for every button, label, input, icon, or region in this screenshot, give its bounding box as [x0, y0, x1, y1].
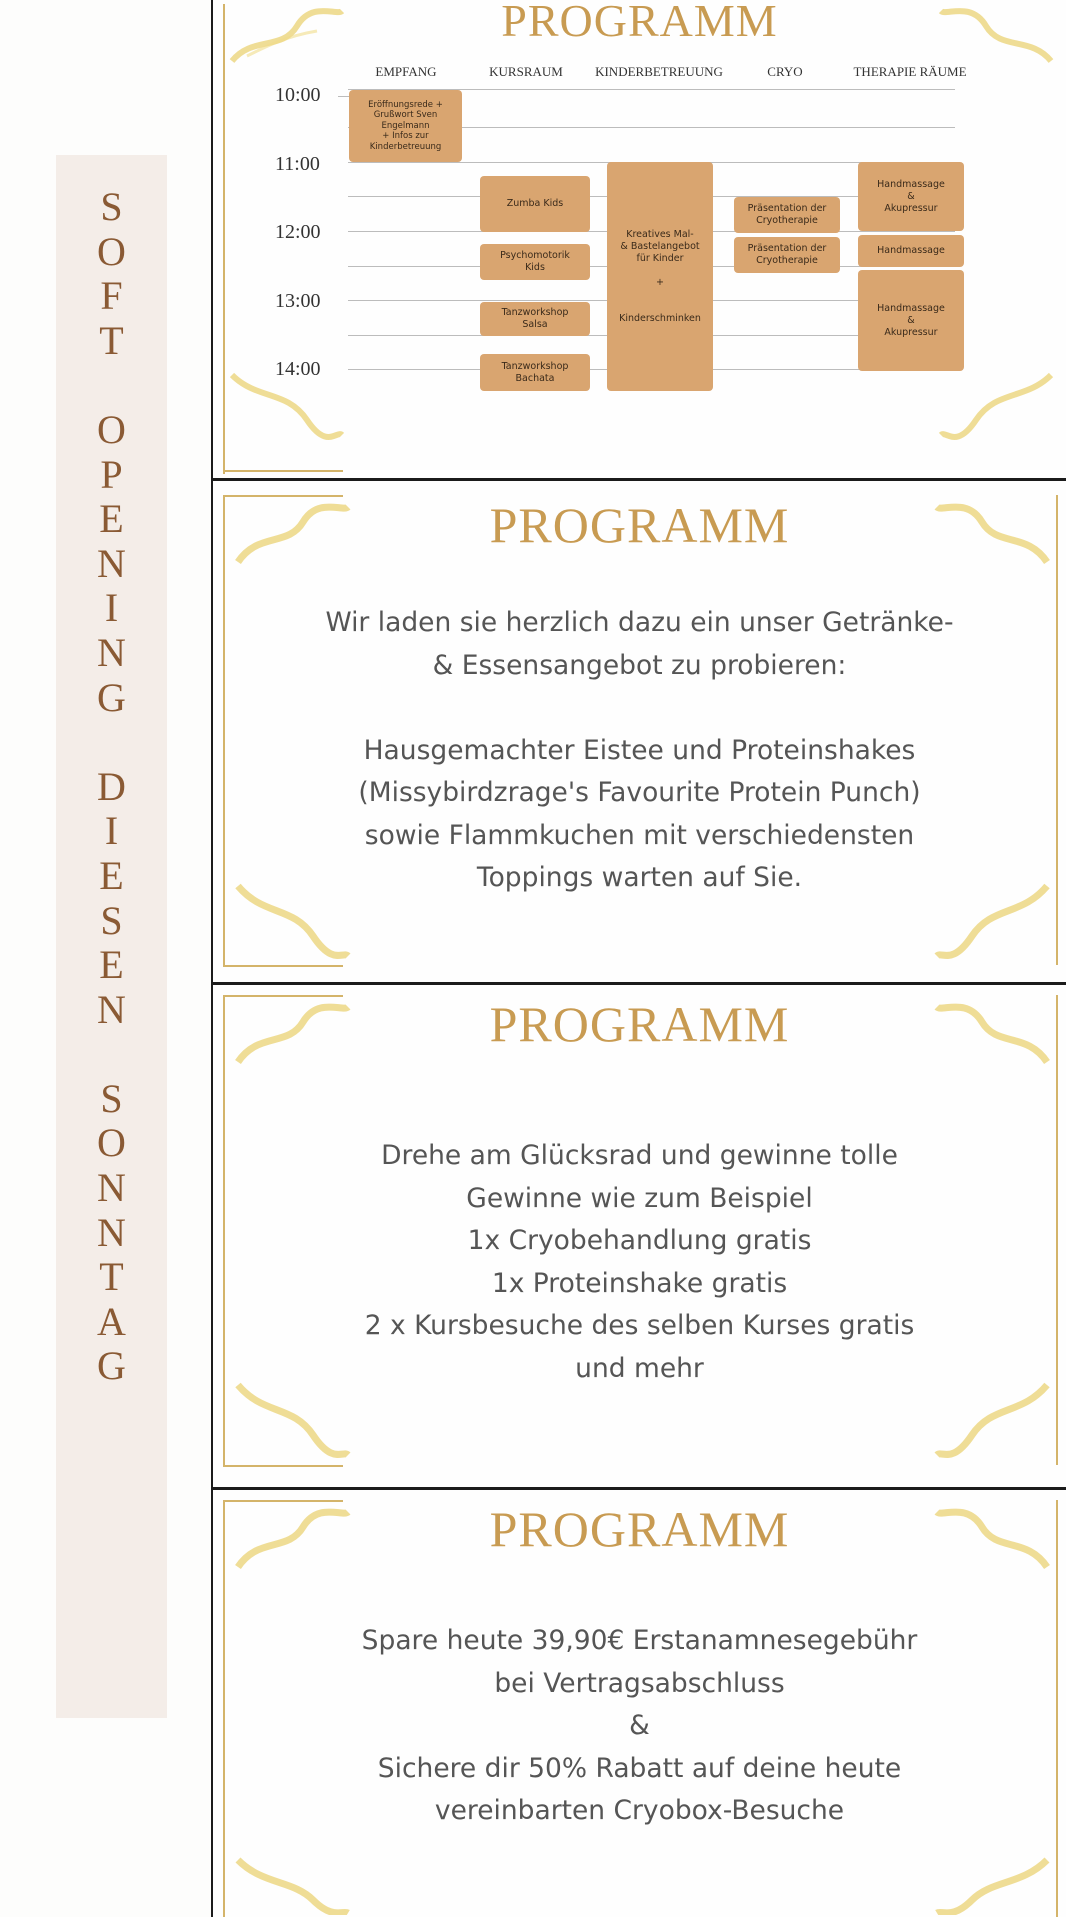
food-panel: [213, 481, 1066, 982]
event-handmassage-akupressur-1: Handmassage & Akupressur: [858, 162, 964, 231]
banner-letter: N: [97, 1165, 126, 1211]
text-line: Drehe am Glücksrad und gewinne tolle: [381, 1140, 898, 1171]
offer-panel: [213, 1490, 1066, 1917]
banner-letter: N: [97, 986, 126, 1032]
event-handmassage: Handmassage: [858, 235, 964, 267]
banner-letter: P: [100, 451, 123, 497]
event-tanzworkshop-bachata: Tanzworkshop Bachata: [480, 354, 590, 391]
wheel-panel: [213, 985, 1066, 1487]
column-header-empfang: EMPFANG: [375, 64, 437, 79]
time-label: 13:00: [275, 290, 321, 312]
text-line: bei Vertragsabschluss: [494, 1667, 785, 1699]
panel-title: PROGRAMM: [489, 1501, 790, 1557]
banner-letter: I: [104, 808, 119, 854]
text-line: 1x Proteinshake gratis: [491, 1267, 788, 1299]
banner-letter: G: [97, 1343, 126, 1389]
gold-ornament-icon: [932, 1855, 1052, 1915]
banner-letter: N: [97, 540, 126, 586]
banner-letter: S: [100, 184, 123, 229]
text-line: &: [629, 1710, 650, 1741]
column-header-kinderbetreuung: KINDERBETREUUNG: [595, 64, 723, 79]
banner-letter: N: [97, 1209, 126, 1255]
event-zumba-kids: Zumba Kids: [480, 176, 590, 232]
text-line: Sichere dir 50% Rabatt auf deine heute: [377, 1752, 902, 1784]
banner-letters: [56, 185, 167, 1389]
banner-letter: O: [97, 1120, 126, 1166]
event-cryo-praesentation-2: Präsentation der Cryotherapie: [734, 237, 840, 273]
event-kreatives-malen: Kreatives Mal- & Bastelangebot für Kinder + Kinderschminken: [607, 162, 713, 391]
frame-left: [223, 4, 225, 474]
banner-letter: T: [99, 317, 124, 363]
event-psychomotorik: Psychomotorik Kids: [480, 244, 590, 280]
banner-letter: E: [99, 496, 124, 542]
banner-letter: G: [97, 674, 126, 720]
event-tanzworkshop-salsa: Tanzworkshop Salsa: [480, 302, 590, 336]
banner-letter: S: [100, 897, 123, 943]
text-line: sowie Flammkuchen mit verschiedensten: [364, 819, 915, 851]
time-label: 14:00: [275, 358, 321, 380]
schedule-title: PROGRAMM: [501, 0, 778, 46]
text-line: Hausgemachter Eistee und Proteinshakes: [363, 734, 916, 766]
banner-letter: N: [97, 629, 126, 675]
wheel-text: [213, 1135, 1066, 1390]
text-line: Gewinne wie zum Beispiel: [466, 1182, 813, 1214]
text-line: (Missybirdzrage's Favourite Protein Punch): [358, 777, 921, 808]
banner-letter: T: [99, 1254, 124, 1300]
gold-ornament-icon: [233, 1855, 353, 1915]
banner-letter: A: [97, 1298, 126, 1344]
soft-opening-banner: [56, 155, 167, 1718]
time-label: 10:00: [275, 84, 321, 106]
gold-ornament-icon: [932, 1380, 1052, 1460]
text-line: und mehr: [575, 1352, 704, 1384]
offer-text: [213, 1620, 1066, 1833]
frame-bottom: [223, 1465, 343, 1467]
banner-letter: O: [97, 228, 126, 274]
column-header-therapie: THERAPIE RÄUME: [853, 64, 967, 79]
banner-letter: E: [99, 852, 124, 898]
schedule-panel: [213, 0, 1066, 478]
text-line: Wir laden sie herzlich dazu ein unser Getränke-: [325, 607, 954, 638]
gold-ornament-icon: [233, 1380, 353, 1460]
text-line: & Essensangebot zu probieren:: [432, 649, 847, 681]
banner-letter: E: [99, 942, 124, 988]
event-cryo-praesentation-1: Präsentation der Cryotherapie: [734, 197, 840, 233]
banner-letter: D: [97, 763, 126, 809]
text-line: Toppings warten auf Sie.: [476, 862, 803, 893]
gold-ornament-icon: [936, 370, 1056, 440]
panel-title: PROGRAMM: [489, 996, 790, 1052]
frame-bottom: [223, 965, 343, 967]
text-line: vereinbarten Cryobox-Besuche: [434, 1795, 845, 1826]
column-header-cryo: CRYO: [767, 64, 803, 79]
text-line: 1x Cryobehandlung gratis: [467, 1225, 812, 1256]
time-label: 11:00: [275, 153, 320, 175]
banner-letter: F: [100, 273, 123, 319]
banner-letter: O: [97, 406, 126, 452]
banner-letter: S: [100, 1075, 123, 1121]
event-eroeffnungsrede: Eröffnungsrede + Grußwort Sven Engelmann + Infos zur Kinderbetreuung: [349, 90, 462, 162]
food-text: [213, 602, 1066, 900]
panel-title: PROGRAMM: [489, 497, 790, 553]
frame-bottom: [223, 470, 343, 472]
banner-letter: I: [104, 585, 119, 631]
event-handmassage-akupressur-2: Handmassage & Akupressur: [858, 270, 964, 371]
text-line-empty: [213, 687, 1066, 730]
text-line: 2 x Kursbesuche des selben Kurses gratis: [364, 1310, 915, 1341]
time-label: 12:00: [275, 221, 321, 243]
text-line: Spare heute 39,90€ Erstanamnesegebühr: [361, 1625, 918, 1656]
column-header-kursraum: KURSRAUM: [489, 64, 563, 79]
